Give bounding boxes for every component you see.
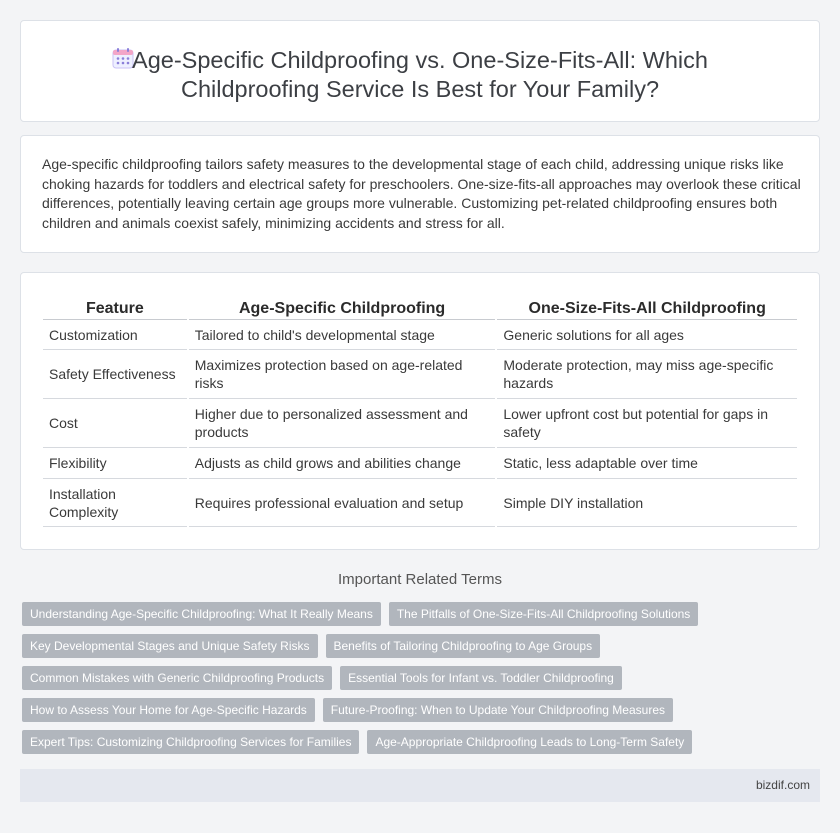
table-row: [43, 448, 797, 479]
table-cell: Simple DIY installation: [497, 479, 797, 527]
comparison-card: [20, 272, 820, 550]
table-cell: Requires professional evaluation and setup: [189, 479, 496, 527]
related-tag[interactable]: Understanding Age-Specific Childproofing: What It Really Means: [22, 602, 381, 626]
table-cell: Generic solutions for all ages: [497, 320, 797, 350]
table-cell: Safety Effectiveness: [43, 350, 187, 399]
table-cell: Maximizes protection based on age-related risks: [189, 350, 496, 399]
title-card: [20, 20, 820, 122]
header-feature: Feature: [43, 293, 187, 320]
related-tag[interactable]: Benefits of Tailoring Childproofing to Age Groups: [326, 634, 601, 658]
footer: [20, 769, 820, 802]
table-cell: Static, less adaptable over time: [497, 448, 797, 479]
related-tag[interactable]: Age-Appropriate Childproofing Leads to Long-Term Safety: [367, 730, 692, 754]
related-tags: [22, 602, 802, 762]
related-tag[interactable]: Common Mistakes with Generic Childproofing Products: [22, 666, 332, 690]
table-row: [43, 320, 797, 350]
page-title: Age-Specific Childproofing vs. One-Size-Fits-All: Which Childproofing Service Is Best for Your Family?: [132, 47, 708, 102]
intro-paragraph: Age-specific childproofing tailors safety measures to the developmental stage of each child, addressing unique risks like choking hazards for toddlers and electrical safety for preschoolers. One-size-fits-all approaches may overlook these critical differences, potentially leaving certain age groups more vulnerable. Customizing pet-related childproofing ensures both children and animals coexist safely, minimizing accidents and stress for all.: [42, 156, 801, 231]
table-cell: Moderate protection, may miss age-specific hazards: [497, 350, 797, 399]
table-cell: Tailored to child's developmental stage: [189, 320, 496, 350]
table-row: [43, 399, 797, 448]
related-tag[interactable]: The Pitfalls of One-Size-Fits-All Childproofing Solutions: [389, 602, 698, 626]
site-name[interactable]: bizdif.com: [755, 778, 810, 792]
table-header-row: [43, 293, 797, 320]
related-terms-title: Important Related Terms: [338, 571, 502, 588]
related-tag[interactable]: How to Assess Your Home for Age-Specific Hazards: [22, 698, 315, 722]
table-cell: Flexibility: [43, 448, 187, 479]
table-cell: Installation Complexity: [43, 479, 187, 527]
related-tag[interactable]: Future-Proofing: When to Update Your Childproofing Measures: [323, 698, 673, 722]
header-age-specific: Age-Specific Childproofing: [189, 293, 496, 320]
table-row: [43, 479, 797, 527]
comparison-table: [41, 293, 799, 527]
intro-card: [20, 135, 820, 253]
table-cell: Cost: [43, 399, 187, 448]
table-cell: Adjusts as child grows and abilities change: [189, 448, 496, 479]
related-tag[interactable]: Essential Tools for Infant vs. Toddler Childproofing: [340, 666, 622, 690]
header-one-size: One-Size-Fits-All Childproofing: [497, 293, 797, 320]
table-cell: Customization: [43, 320, 187, 350]
table-cell: Lower upfront cost but potential for gaps in safety: [497, 399, 797, 448]
table-row: [43, 350, 797, 399]
related-tag[interactable]: Key Developmental Stages and Unique Safety Risks: [22, 634, 318, 658]
table-cell: Higher due to personalized assessment and products: [189, 399, 496, 448]
related-tag[interactable]: Expert Tips: Customizing Childproofing Services for Families: [22, 730, 359, 754]
